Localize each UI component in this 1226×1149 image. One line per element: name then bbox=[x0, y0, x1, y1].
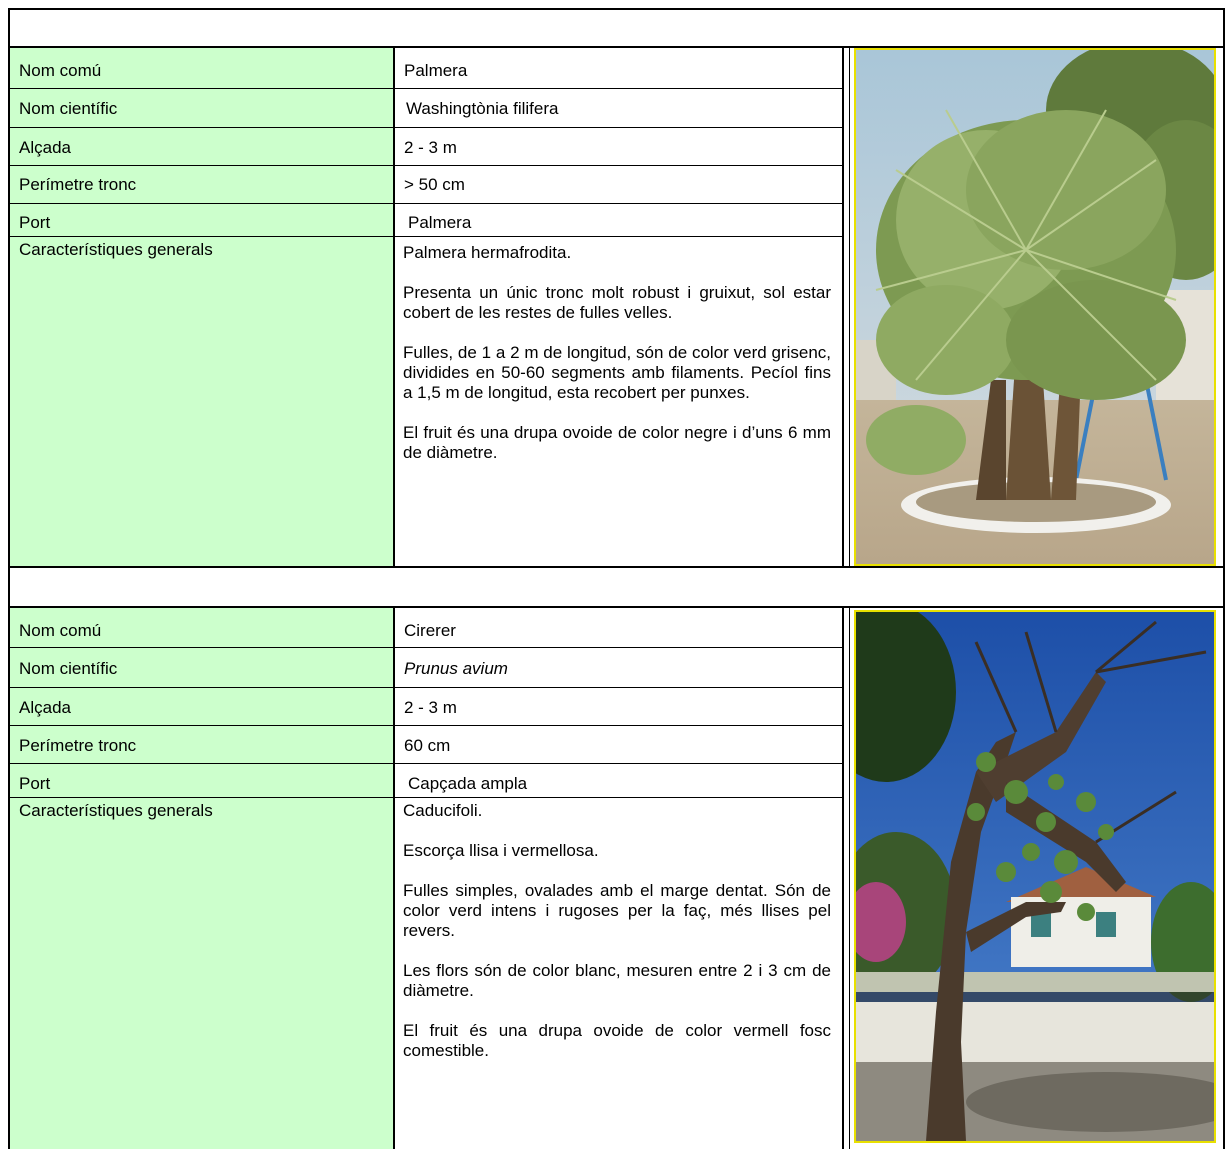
value-scientific-name: Prunus avium bbox=[404, 659, 508, 678]
column-divider bbox=[393, 608, 395, 1149]
row-divider bbox=[10, 236, 843, 237]
label-common-name: Nom comú bbox=[19, 621, 102, 640]
row-divider bbox=[10, 88, 843, 89]
value-height: 2 - 3 m bbox=[404, 698, 457, 717]
value-scientific-name: Washingtònia filifera bbox=[406, 99, 559, 118]
palm-tree-photo-icon bbox=[856, 50, 1214, 564]
record-bottom-line bbox=[8, 566, 1225, 568]
value-common-name: Cirerer bbox=[404, 621, 456, 640]
row-divider bbox=[10, 687, 843, 688]
column-divider bbox=[849, 608, 850, 1149]
value-height: 2 - 3 m bbox=[404, 138, 457, 157]
label-trunk-perimeter: Perímetre tronc bbox=[19, 736, 137, 755]
column-divider bbox=[849, 48, 850, 568]
general-paragraph: Caducifoli. bbox=[403, 801, 483, 820]
general-paragraph: El fruit és una drupa ovoide de color vermell fosc comestible. bbox=[403, 1021, 831, 1060]
general-paragraph: Presenta un únic tronc molt robust i gruixut, sol estar cobert de les restes de fulles velles. bbox=[403, 283, 831, 322]
row-divider bbox=[10, 647, 843, 648]
row-divider bbox=[10, 203, 843, 204]
general-paragraph: Fulles, de 1 a 2 m de longitud, són de color verd grisenc, dividides en 50-60 segments amb filaments. Pecíol fins a 1,5 m de longitud, esta recobert per punxes. bbox=[403, 343, 831, 402]
column-divider bbox=[842, 608, 844, 1149]
label-habit: Port bbox=[19, 774, 51, 793]
column-divider bbox=[842, 48, 844, 568]
label-common-name: Nom comú bbox=[19, 61, 102, 80]
cherry-tree-photo-icon bbox=[856, 612, 1214, 1141]
value-habit: Palmera bbox=[408, 213, 472, 232]
general-description bbox=[403, 801, 831, 1081]
row-divider bbox=[10, 763, 843, 764]
label-scientific-name: Nom científic bbox=[19, 99, 118, 118]
row-divider bbox=[10, 725, 843, 726]
label-height: Alçada bbox=[19, 138, 71, 157]
general-paragraph: Les flors són de color blanc, mesuren entre 2 i 3 cm de diàmetre. bbox=[403, 961, 831, 1000]
row-divider bbox=[10, 797, 843, 798]
general-paragraph: Fulles simples, ovalades amb el marge dentat. Són de color verd intens i rugoses per la faç, més llises pel revers. bbox=[403, 881, 831, 940]
cherry-tree-photo bbox=[854, 610, 1216, 1143]
label-general: Característiques generals bbox=[19, 240, 213, 259]
palm-tree-photo bbox=[854, 48, 1216, 566]
label-trunk-perimeter: Perímetre tronc bbox=[19, 175, 137, 194]
label-habit: Port bbox=[19, 213, 51, 232]
general-description bbox=[403, 243, 831, 483]
label-column-bg bbox=[10, 608, 393, 1149]
general-paragraph: Palmera hermafrodita. bbox=[403, 243, 572, 262]
general-paragraph: Escorça llisa i vermellosa. bbox=[403, 841, 599, 860]
row-divider bbox=[10, 127, 843, 128]
value-trunk-perimeter: 60 cm bbox=[404, 736, 451, 755]
row-divider bbox=[10, 165, 843, 166]
label-general: Característiques generals bbox=[19, 801, 213, 820]
value-habit: Capçada ampla bbox=[408, 774, 528, 793]
label-height: Alçada bbox=[19, 698, 71, 717]
value-common-name: Palmera bbox=[404, 61, 468, 80]
general-paragraph: El fruit és una drupa ovoide de color negre i d’uns 6 mm de diàmetre. bbox=[403, 423, 831, 462]
label-scientific-name: Nom científic bbox=[19, 659, 118, 678]
value-trunk-perimeter: > 50 cm bbox=[404, 175, 465, 194]
column-divider bbox=[393, 48, 395, 568]
label-column-bg bbox=[10, 48, 393, 568]
